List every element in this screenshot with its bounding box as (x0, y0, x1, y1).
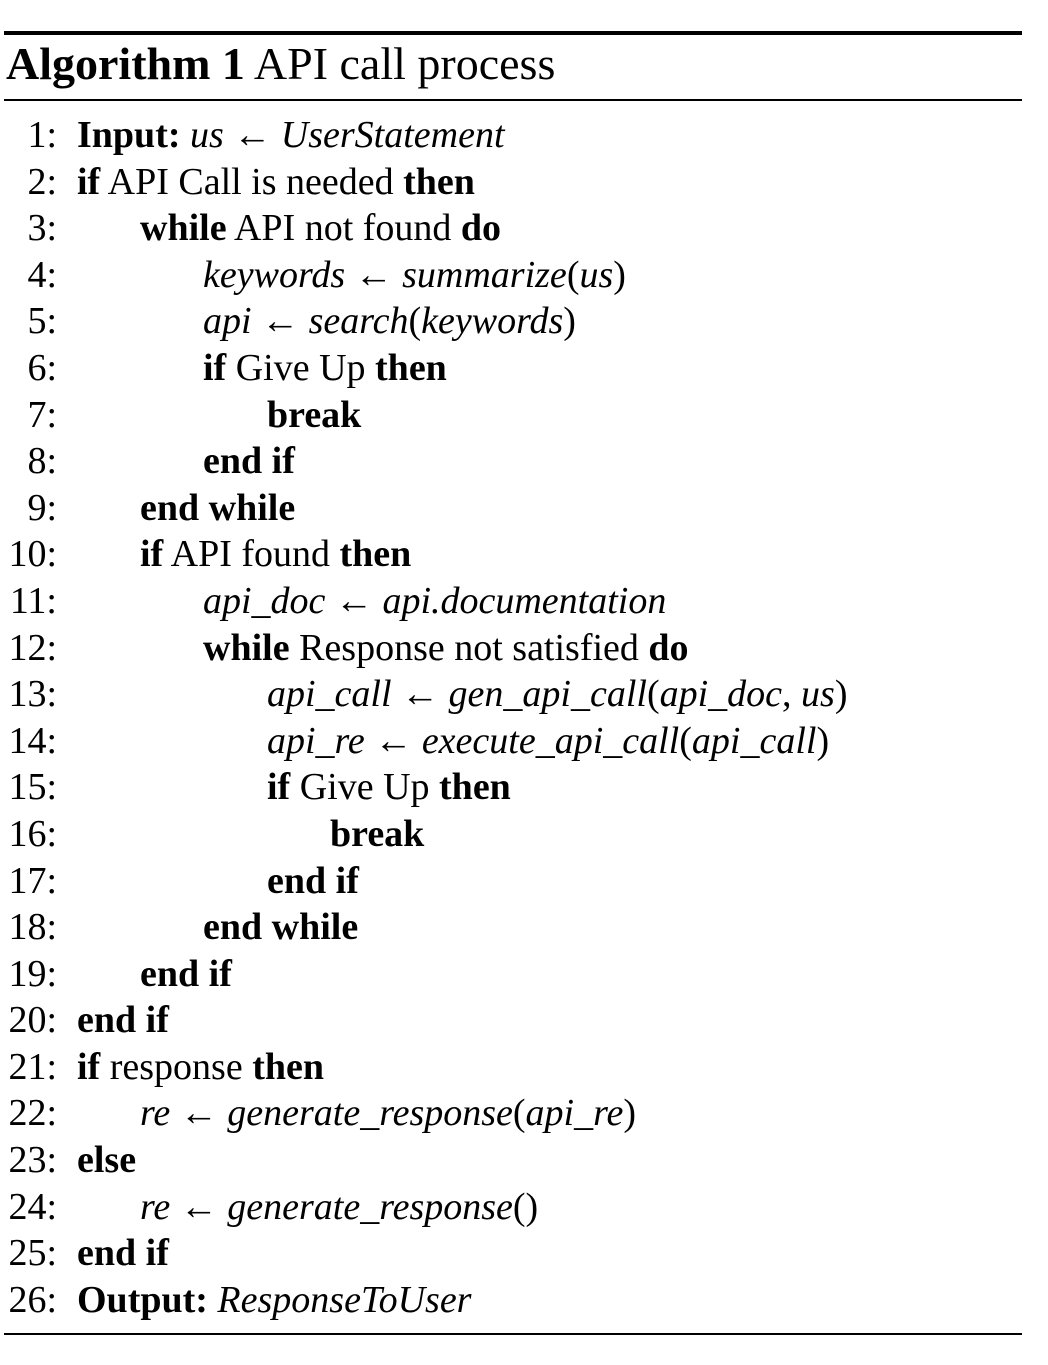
line-number: 1: (27, 114, 57, 156)
math-operator: ← (251, 300, 309, 343)
keyword: break (267, 393, 362, 436)
algorithm-line (0, 904, 1040, 951)
line-content (203, 298, 576, 344)
line-number: 21: (8, 1045, 57, 1088)
math-expression: api (203, 300, 252, 343)
algorithm-line (0, 671, 1040, 718)
math-operator: ( (512, 1092, 526, 1135)
line-content (140, 485, 295, 531)
math-expression: api_re (525, 1092, 624, 1135)
line-content (77, 997, 169, 1043)
line-number: 22: (8, 1092, 57, 1135)
keyword: end if (203, 440, 295, 483)
math-expression: re (140, 1092, 171, 1135)
algorithm-line (0, 345, 1040, 392)
line-content (203, 578, 666, 624)
math-operator: ( (646, 673, 660, 716)
keyword: while (203, 626, 290, 669)
algorithm-caption (6, 36, 555, 92)
algorithm-lines (0, 112, 1040, 1323)
keyword: do (648, 626, 689, 669)
line-number: 6: (27, 346, 57, 389)
keyword: break (330, 812, 425, 855)
algorithm-line (0, 205, 1040, 252)
line-content (77, 1277, 471, 1323)
keyword: if (267, 766, 291, 809)
line-number: 4: (27, 253, 57, 296)
keyword: else (77, 1139, 137, 1182)
keyword: if (203, 346, 227, 389)
algorithm-line (0, 1044, 1040, 1091)
algorithm-line (0, 1137, 1040, 1184)
math-operator: () (512, 1185, 539, 1228)
math-expression: ResponseToUser (217, 1278, 472, 1321)
line-number: 12: (8, 626, 57, 669)
algorithm-line (0, 298, 1040, 345)
algorithm-line (0, 997, 1040, 1044)
keyword: while (140, 207, 227, 250)
line-number: 18: (8, 906, 57, 949)
line-content (77, 1137, 136, 1183)
math-expression: keywords (203, 253, 346, 296)
algorithm-line (0, 159, 1040, 206)
keyword: then (403, 160, 475, 203)
line-content (267, 764, 511, 810)
line-number: 17: (8, 859, 57, 902)
keyword: end if (140, 952, 232, 995)
line-content (267, 392, 361, 438)
algorithm-line (0, 531, 1040, 578)
math-operator: ← (364, 719, 422, 762)
math-expression: api_doc (203, 579, 326, 622)
math-expression: gen_api_call (448, 673, 647, 716)
line-number: 16: (8, 812, 57, 855)
math-operator: ← (223, 114, 281, 156)
line-text: Give Up (226, 346, 376, 389)
math-operator: ( (408, 300, 422, 343)
math-operator: ( (566, 253, 580, 296)
line-number: 20: (8, 999, 57, 1042)
algorithm-line (0, 578, 1040, 625)
line-number: 19: (8, 952, 57, 995)
line-content (140, 531, 411, 577)
algorithm-line (0, 112, 1040, 159)
algorithm-line (0, 1230, 1040, 1277)
line-number: 2: (27, 160, 57, 203)
math-expression: generate_response (227, 1092, 513, 1135)
math-operator: , (782, 673, 802, 716)
math-expression: summarize (402, 253, 567, 296)
math-expression: re (140, 1185, 171, 1228)
keyword: if (140, 533, 164, 576)
line-number: 23: (8, 1139, 57, 1182)
algorithm-line (0, 1184, 1040, 1231)
math-operator: ← (325, 579, 383, 622)
keyword: then (439, 766, 511, 809)
algorithm-line (0, 625, 1040, 672)
algorithm-line (0, 718, 1040, 765)
math-operator: ← (170, 1092, 228, 1135)
math-expression: us (579, 253, 614, 296)
math-expression: us (190, 114, 224, 156)
algorithm-line (0, 438, 1040, 485)
caption-rule (4, 99, 1022, 101)
keyword: end while (140, 486, 296, 529)
line-text: API not found (226, 207, 461, 250)
math-operator: ← (345, 253, 403, 296)
line-text: API found (163, 533, 340, 576)
line-number: 9: (27, 486, 57, 529)
math-operator: ) (816, 719, 830, 762)
math-expression: execute_api_call (421, 719, 680, 762)
keyword: end while (203, 906, 359, 949)
line-content (267, 718, 829, 764)
line-content (140, 951, 232, 997)
bottom-rule (4, 1333, 1022, 1335)
line-content (140, 1090, 636, 1136)
line-number: 5: (27, 300, 57, 343)
line-text: response (100, 1045, 253, 1088)
keyword: if (77, 160, 101, 203)
math-expression: search (308, 300, 409, 343)
line-content (77, 1230, 169, 1276)
math-operator: ( (679, 719, 692, 762)
math-expression: us (801, 673, 835, 716)
keyword: if (77, 1045, 101, 1088)
line-content (140, 205, 501, 251)
keyword: then (375, 346, 447, 389)
math-operator: ) (623, 1092, 637, 1135)
line-content (77, 1044, 324, 1090)
line-content (203, 345, 447, 391)
math-operator: ← (170, 1185, 228, 1228)
line-content (267, 671, 848, 717)
math-expression: api_call (267, 673, 392, 716)
line-content (330, 811, 424, 857)
keyword: end if (267, 859, 359, 902)
algorithm-line (0, 1090, 1040, 1137)
keyword: Output: (77, 1278, 218, 1321)
top-rule (4, 31, 1022, 35)
keyword: end if (77, 1232, 169, 1275)
line-number: 11: (9, 579, 57, 622)
algorithm-line (0, 764, 1040, 811)
algorithm-line (0, 1277, 1040, 1324)
algorithm-line (0, 392, 1040, 439)
math-operator: ) (834, 673, 848, 716)
line-content (203, 252, 626, 298)
keyword: then (339, 533, 412, 576)
algorithm-line (0, 951, 1040, 998)
line-number: 14: (8, 719, 57, 762)
keyword: do (460, 207, 502, 250)
line-number: 26: (8, 1278, 57, 1321)
line-number: 7: (27, 393, 57, 436)
algorithm-line (0, 858, 1040, 905)
line-content (267, 858, 359, 904)
algorithm-line (0, 811, 1040, 858)
line-number: 10: (8, 533, 57, 576)
math-expression: generate_response (227, 1185, 513, 1228)
line-number: 25: (8, 1232, 57, 1275)
math-expression: UserStatement (280, 114, 505, 156)
math-expression: api_doc (659, 673, 783, 716)
math-operator: ) (613, 253, 626, 296)
line-number: 13: (8, 673, 57, 716)
math-expression: api_re (267, 719, 365, 762)
line-number: 24: (8, 1185, 57, 1228)
keyword: then (252, 1045, 324, 1088)
math-expression: keywords (421, 300, 564, 343)
line-number: 15: (8, 766, 57, 809)
line-number: 8: (27, 440, 57, 483)
line-content (203, 438, 295, 484)
math-expression: api.documentation (382, 579, 667, 622)
line-content (77, 159, 475, 205)
math-expression: api_call (691, 719, 817, 762)
algorithm-line (0, 252, 1040, 299)
line-number: 3: (27, 207, 57, 250)
algorithm-line (0, 485, 1040, 532)
line-content (203, 625, 689, 671)
line-text: Response not satisfied (289, 626, 649, 669)
keyword: Input: (77, 114, 190, 156)
line-content (77, 112, 505, 158)
line-content (140, 1184, 538, 1230)
algorithm-label: Algorithm 1 (6, 38, 245, 89)
line-content (203, 904, 358, 950)
keyword: end if (77, 999, 169, 1042)
line-text: API Call is needed (100, 160, 404, 203)
math-operator: ← (391, 673, 449, 716)
math-operator: ) (563, 300, 576, 343)
algorithm-title: API call process (253, 38, 556, 89)
line-text: Give Up (290, 766, 440, 809)
